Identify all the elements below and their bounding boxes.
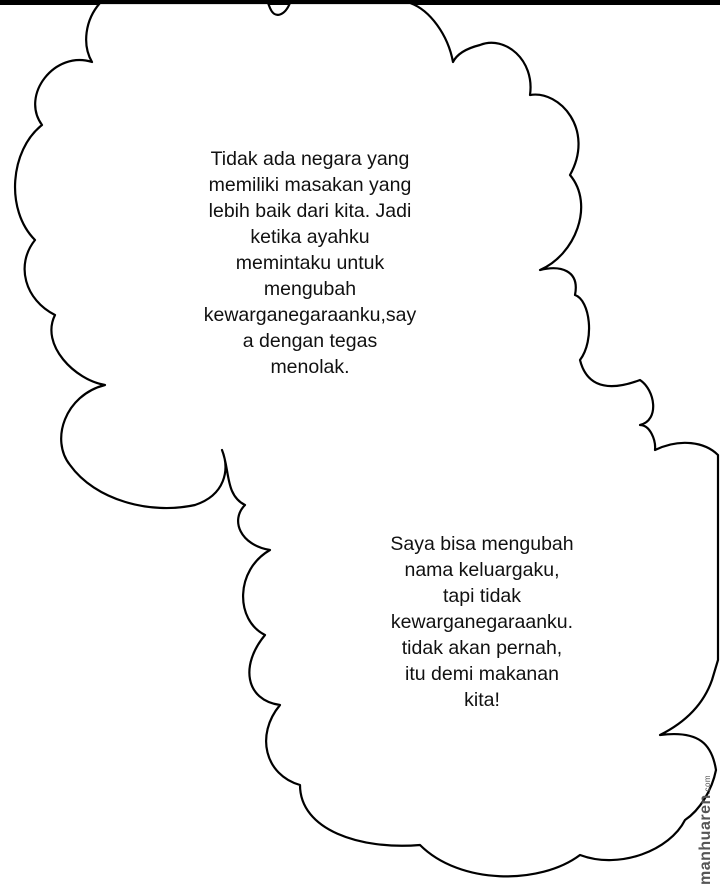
watermark-brand: manhuaren	[697, 794, 714, 885]
watermark-suffix: .com	[703, 774, 712, 795]
site-watermark	[697, 775, 715, 885]
speech-bubble-text-2: Saya bisa mengubah nama keluargaku, tapi tidak kewarganegaraanku. tidak akan pernah, itu demi makanan kita!	[390, 533, 574, 711]
cloud-bubble-outline	[15, 3, 718, 876]
speech-bubble-text-1: Tidak ada negara yang memiliki masakan yang lebih baik dari kita. Jadi ketika ayahku memintaku untuk mengubah kewarganegaraanku,say a dengan tegas menolak.	[203, 148, 417, 378]
